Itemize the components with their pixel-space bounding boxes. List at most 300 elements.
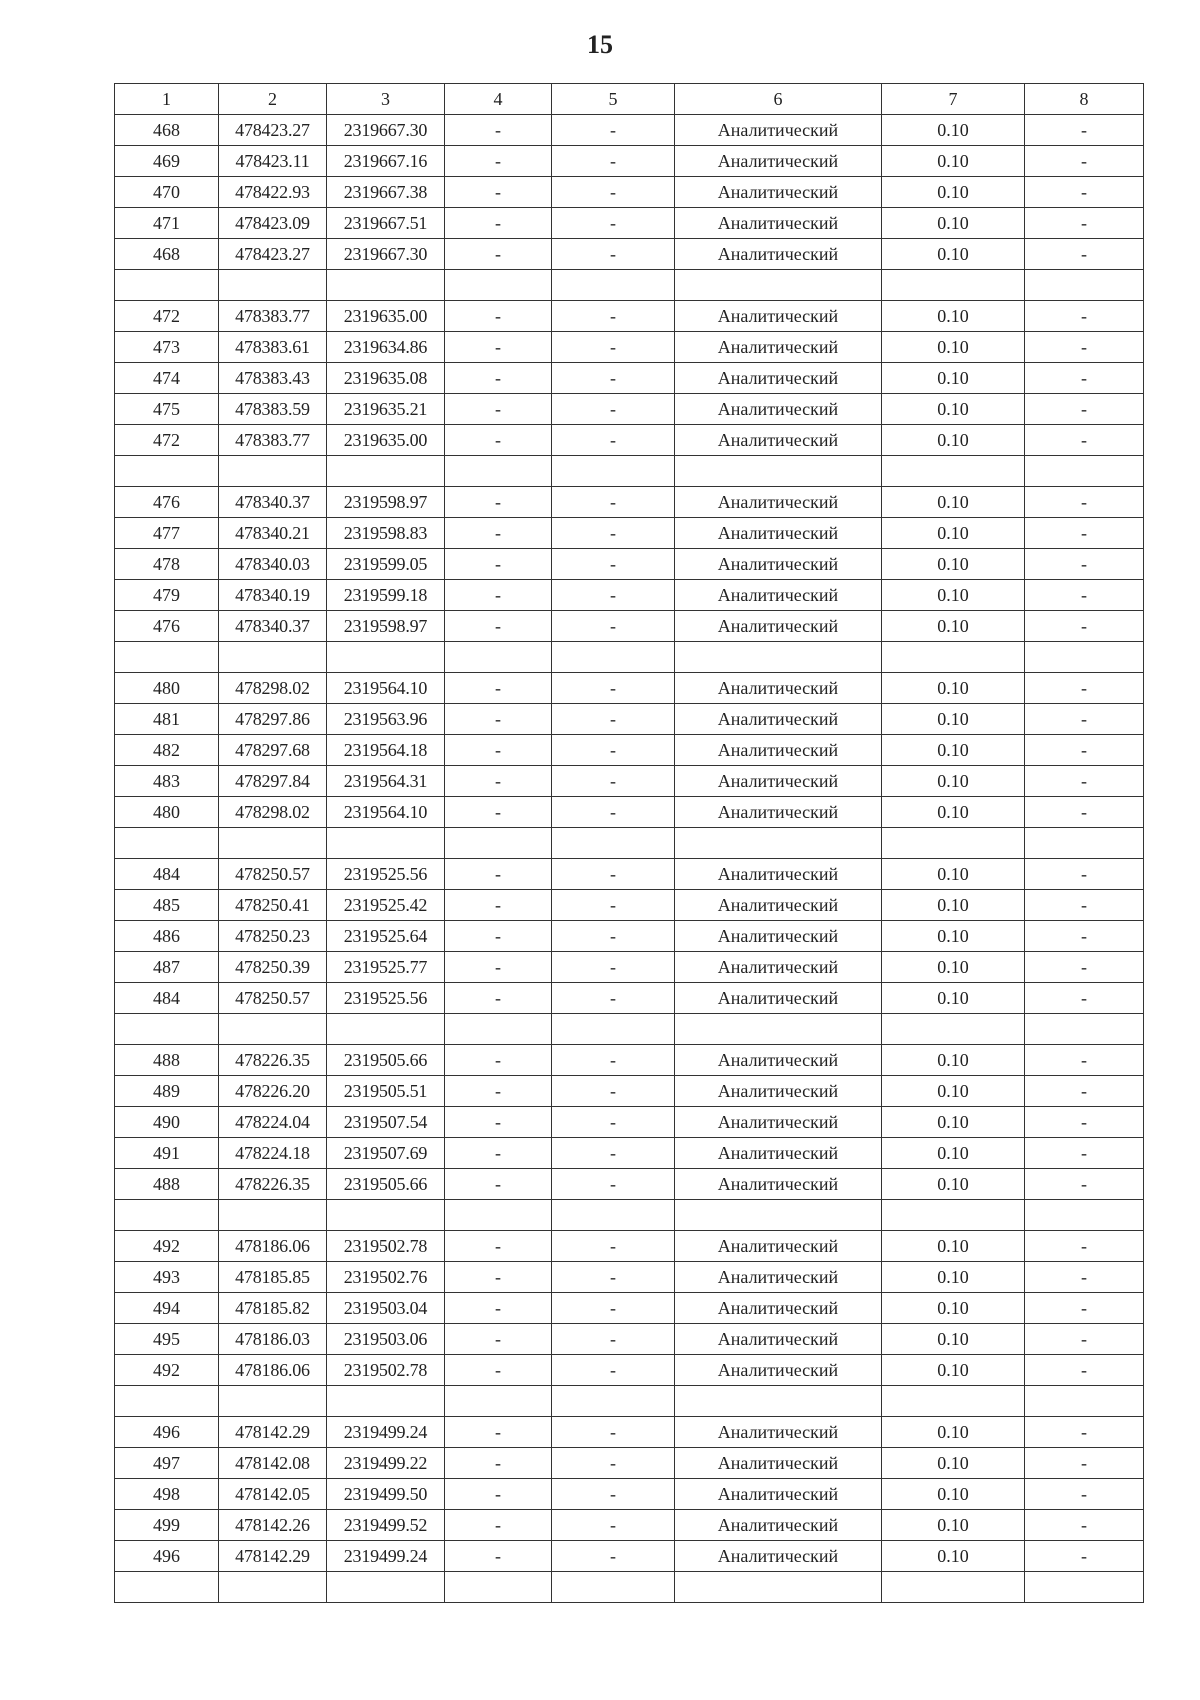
- table-cell: -: [552, 1045, 675, 1076]
- table-cell: Аналитический: [675, 394, 882, 425]
- table-cell: Аналитический: [675, 146, 882, 177]
- table-cell: [882, 456, 1025, 487]
- table-cell: Аналитический: [675, 704, 882, 735]
- table-cell: -: [445, 332, 552, 363]
- table-cell: -: [1025, 611, 1144, 642]
- table-cell: [115, 1386, 219, 1417]
- table-cell: 488: [115, 1169, 219, 1200]
- table-cell: 478250.39: [219, 952, 327, 983]
- table-cell: -: [1025, 704, 1144, 735]
- table-cell: 2319564.10: [327, 797, 445, 828]
- table-cell: 478224.04: [219, 1107, 327, 1138]
- table-cell: -: [552, 1324, 675, 1355]
- table-cell: Аналитический: [675, 952, 882, 983]
- table-cell: [445, 1200, 552, 1231]
- table-cell: 468: [115, 239, 219, 270]
- table-cell: [445, 1386, 552, 1417]
- table-cell: [675, 1386, 882, 1417]
- table-cell: -: [1025, 1045, 1144, 1076]
- table-cell: 484: [115, 859, 219, 890]
- table-cell: 478423.27: [219, 239, 327, 270]
- table-cell: [882, 642, 1025, 673]
- table-cell: -: [552, 425, 675, 456]
- table-cell: 478422.93: [219, 177, 327, 208]
- table-cell: 2319598.97: [327, 487, 445, 518]
- table-cell: [445, 1572, 552, 1603]
- table-cell: [882, 270, 1025, 301]
- table-cell: 480: [115, 673, 219, 704]
- table-cell: 2319502.78: [327, 1355, 445, 1386]
- table-cell: -: [445, 1231, 552, 1262]
- table-cell: [675, 270, 882, 301]
- table-cell: 0.10: [882, 1448, 1025, 1479]
- table-cell: Аналитический: [675, 1231, 882, 1262]
- table-cell: Аналитический: [675, 208, 882, 239]
- table-cell: Аналитический: [675, 1262, 882, 1293]
- table-cell: 499: [115, 1510, 219, 1541]
- table-cell: Аналитический: [675, 890, 882, 921]
- table-cell: [327, 456, 445, 487]
- column-header: 6: [675, 84, 882, 115]
- table-cell: [219, 456, 327, 487]
- table-cell: -: [445, 766, 552, 797]
- table-cell: [675, 642, 882, 673]
- table-row: [115, 239, 1144, 270]
- table-cell: 2319525.42: [327, 890, 445, 921]
- table-cell: -: [1025, 1324, 1144, 1355]
- table-cell: 2319503.06: [327, 1324, 445, 1355]
- table-cell: -: [445, 115, 552, 146]
- table-cell: 0.10: [882, 363, 1025, 394]
- table-cell: 488: [115, 1045, 219, 1076]
- table-cell: 478383.59: [219, 394, 327, 425]
- table-cell: 478250.23: [219, 921, 327, 952]
- table-cell: -: [552, 363, 675, 394]
- table-cell: 478142.08: [219, 1448, 327, 1479]
- table-row: [115, 363, 1144, 394]
- table-cell: [327, 1014, 445, 1045]
- table-cell: -: [552, 1107, 675, 1138]
- table-cell: [327, 1572, 445, 1603]
- spacer-row: [115, 828, 1144, 859]
- table-row: [115, 208, 1144, 239]
- table-cell: 471: [115, 208, 219, 239]
- table-cell: -: [445, 1417, 552, 1448]
- table-cell: 0.10: [882, 115, 1025, 146]
- table-cell: -: [552, 332, 675, 363]
- table-cell: -: [1025, 146, 1144, 177]
- table-cell: [115, 270, 219, 301]
- table-cell: 478142.29: [219, 1541, 327, 1572]
- table-cell: -: [445, 797, 552, 828]
- header-row: [115, 84, 1144, 115]
- table-cell: Аналитический: [675, 1107, 882, 1138]
- table-cell: 478185.85: [219, 1262, 327, 1293]
- table-cell: -: [445, 208, 552, 239]
- table-cell: 487: [115, 952, 219, 983]
- table-cell: Аналитический: [675, 797, 882, 828]
- column-header: 5: [552, 84, 675, 115]
- table-cell: 478340.37: [219, 487, 327, 518]
- table-cell: 478224.18: [219, 1138, 327, 1169]
- table-cell: 2319635.08: [327, 363, 445, 394]
- table-cell: -: [552, 1448, 675, 1479]
- table-cell: Аналитический: [675, 673, 882, 704]
- table-cell: [327, 1200, 445, 1231]
- table-cell: -: [445, 921, 552, 952]
- table-cell: [219, 642, 327, 673]
- table-cell: -: [1025, 332, 1144, 363]
- table-cell: 478340.37: [219, 611, 327, 642]
- table-cell: -: [445, 704, 552, 735]
- table-cell: 0.10: [882, 1541, 1025, 1572]
- table-cell: 2319525.56: [327, 983, 445, 1014]
- spacer-row: [115, 1572, 1144, 1603]
- table-cell: -: [445, 1169, 552, 1200]
- table-cell: -: [445, 425, 552, 456]
- table-cell: 496: [115, 1417, 219, 1448]
- table-cell: 2319667.30: [327, 239, 445, 270]
- table-row: [115, 1479, 1144, 1510]
- table-cell: 2319599.05: [327, 549, 445, 580]
- column-header: 4: [445, 84, 552, 115]
- table-cell: -: [1025, 1541, 1144, 1572]
- table-cell: [327, 828, 445, 859]
- table-cell: -: [445, 394, 552, 425]
- table-cell: [115, 456, 219, 487]
- table-cell: [552, 642, 675, 673]
- table-row: [115, 518, 1144, 549]
- table-cell: Аналитический: [675, 1355, 882, 1386]
- table-cell: 2319499.22: [327, 1448, 445, 1479]
- table-row: [115, 1169, 1144, 1200]
- table-cell: Аналитический: [675, 239, 882, 270]
- table-cell: Аналитический: [675, 735, 882, 766]
- table-cell: -: [552, 859, 675, 890]
- table-cell: [115, 1014, 219, 1045]
- table-cell: -: [1025, 859, 1144, 890]
- table-cell: Аналитический: [675, 1479, 882, 1510]
- table-cell: -: [1025, 549, 1144, 580]
- table-cell: [115, 642, 219, 673]
- table-cell: [675, 828, 882, 859]
- table-cell: -: [552, 1510, 675, 1541]
- table-cell: -: [1025, 1138, 1144, 1169]
- table-cell: [219, 1572, 327, 1603]
- table-cell: Аналитический: [675, 332, 882, 363]
- table-cell: 476: [115, 611, 219, 642]
- table-cell: 0.10: [882, 1293, 1025, 1324]
- table-cell: 482: [115, 735, 219, 766]
- spacer-row: [115, 270, 1144, 301]
- table-row: [115, 394, 1144, 425]
- table-cell: -: [1025, 1510, 1144, 1541]
- table-cell: -: [1025, 580, 1144, 611]
- table-cell: 478383.43: [219, 363, 327, 394]
- table-cell: 0.10: [882, 1510, 1025, 1541]
- table-cell: -: [552, 890, 675, 921]
- table-row: [115, 859, 1144, 890]
- table-cell: -: [552, 239, 675, 270]
- table-row: [115, 1262, 1144, 1293]
- table-cell: 478: [115, 549, 219, 580]
- table-cell: [1025, 642, 1144, 673]
- table-row: [115, 580, 1144, 611]
- table-cell: -: [552, 921, 675, 952]
- table-cell: -: [1025, 735, 1144, 766]
- table-cell: 2319564.31: [327, 766, 445, 797]
- table-cell: 2319499.24: [327, 1417, 445, 1448]
- table-cell: 0.10: [882, 487, 1025, 518]
- table-cell: [115, 1572, 219, 1603]
- table-cell: 481: [115, 704, 219, 735]
- table-cell: -: [1025, 239, 1144, 270]
- table-cell: 478298.02: [219, 673, 327, 704]
- coordinates-table: [114, 83, 1144, 1603]
- table-cell: -: [445, 1479, 552, 1510]
- table-cell: 0.10: [882, 921, 1025, 952]
- table-cell: -: [552, 673, 675, 704]
- table-cell: 474: [115, 363, 219, 394]
- table-cell: -: [445, 1138, 552, 1169]
- table-cell: Аналитический: [675, 1510, 882, 1541]
- table-cell: 475: [115, 394, 219, 425]
- table-cell: 494: [115, 1293, 219, 1324]
- table-row: [115, 177, 1144, 208]
- table-cell: -: [445, 146, 552, 177]
- table-cell: [552, 1200, 675, 1231]
- table-cell: [219, 1386, 327, 1417]
- table-cell: -: [552, 766, 675, 797]
- table-cell: 0.10: [882, 797, 1025, 828]
- table-cell: -: [552, 1541, 675, 1572]
- table-cell: 478423.11: [219, 146, 327, 177]
- table-cell: 0.10: [882, 518, 1025, 549]
- table-cell: 478297.68: [219, 735, 327, 766]
- table-cell: [1025, 828, 1144, 859]
- table-cell: Аналитический: [675, 1541, 882, 1572]
- table-cell: 490: [115, 1107, 219, 1138]
- table-cell: 478298.02: [219, 797, 327, 828]
- table-cell: -: [445, 673, 552, 704]
- table-cell: -: [1025, 673, 1144, 704]
- table-cell: 0.10: [882, 177, 1025, 208]
- table-cell: -: [552, 952, 675, 983]
- table-cell: -: [445, 1045, 552, 1076]
- table-cell: 0.10: [882, 1169, 1025, 1200]
- table-cell: -: [1025, 1169, 1144, 1200]
- table-cell: -: [1025, 1448, 1144, 1479]
- table-cell: -: [445, 1262, 552, 1293]
- table-cell: 497: [115, 1448, 219, 1479]
- table-cell: Аналитический: [675, 549, 882, 580]
- table-cell: -: [445, 1541, 552, 1572]
- table-cell: [327, 642, 445, 673]
- table-cell: -: [552, 983, 675, 1014]
- table-cell: 478142.29: [219, 1417, 327, 1448]
- table-cell: 492: [115, 1355, 219, 1386]
- table-cell: -: [445, 1076, 552, 1107]
- table-cell: 2319635.00: [327, 425, 445, 456]
- table-cell: [552, 1572, 675, 1603]
- table-cell: 476: [115, 487, 219, 518]
- table-cell: [445, 456, 552, 487]
- table-cell: -: [1025, 301, 1144, 332]
- table-cell: 480: [115, 797, 219, 828]
- table-cell: 2319598.97: [327, 611, 445, 642]
- table-cell: -: [1025, 425, 1144, 456]
- table-cell: [327, 270, 445, 301]
- table-cell: 478142.05: [219, 1479, 327, 1510]
- table-cell: 0.10: [882, 1107, 1025, 1138]
- table-cell: 472: [115, 425, 219, 456]
- table-cell: 2319505.51: [327, 1076, 445, 1107]
- table-cell: -: [552, 1355, 675, 1386]
- table-cell: 2319598.83: [327, 518, 445, 549]
- table-row: [115, 1107, 1144, 1138]
- table-row: [115, 549, 1144, 580]
- table-cell: -: [552, 1138, 675, 1169]
- table-cell: 0.10: [882, 890, 1025, 921]
- table-cell: [219, 828, 327, 859]
- table-cell: 472: [115, 301, 219, 332]
- table-cell: Аналитический: [675, 177, 882, 208]
- table-cell: -: [552, 549, 675, 580]
- table-row: [115, 983, 1144, 1014]
- table-cell: -: [445, 735, 552, 766]
- table-cell: -: [552, 797, 675, 828]
- table-cell: 0.10: [882, 611, 1025, 642]
- table-cell: 2319502.76: [327, 1262, 445, 1293]
- table-row: [115, 1355, 1144, 1386]
- table-cell: -: [1025, 952, 1144, 983]
- table-cell: [445, 828, 552, 859]
- table-cell: -: [445, 301, 552, 332]
- table-cell: [882, 828, 1025, 859]
- table-cell: [445, 642, 552, 673]
- table-cell: -: [552, 301, 675, 332]
- table-cell: [552, 270, 675, 301]
- table-cell: [1025, 456, 1144, 487]
- table-cell: -: [1025, 394, 1144, 425]
- table-cell: 0.10: [882, 735, 1025, 766]
- table-cell: -: [552, 580, 675, 611]
- table-cell: Аналитический: [675, 921, 882, 952]
- table-cell: [327, 1386, 445, 1417]
- table-cell: 485: [115, 890, 219, 921]
- table-cell: [1025, 1572, 1144, 1603]
- table-cell: Аналитический: [675, 363, 882, 394]
- column-header: 3: [327, 84, 445, 115]
- table-row: [115, 1541, 1144, 1572]
- table-cell: 478186.06: [219, 1355, 327, 1386]
- table-cell: -: [445, 518, 552, 549]
- table-cell: 0.10: [882, 859, 1025, 890]
- table-cell: -: [445, 1355, 552, 1386]
- table-cell: [882, 1386, 1025, 1417]
- table-cell: [552, 1386, 675, 1417]
- table-cell: 498: [115, 1479, 219, 1510]
- table-cell: 478423.09: [219, 208, 327, 239]
- table-cell: 0.10: [882, 301, 1025, 332]
- table-cell: -: [445, 890, 552, 921]
- table-cell: 2319635.21: [327, 394, 445, 425]
- table-cell: 2319505.66: [327, 1169, 445, 1200]
- table-cell: 2319503.04: [327, 1293, 445, 1324]
- table-row: [115, 1510, 1144, 1541]
- table-cell: -: [1025, 363, 1144, 394]
- table-cell: 2319599.18: [327, 580, 445, 611]
- table-cell: 478383.77: [219, 301, 327, 332]
- table-cell: 0.10: [882, 983, 1025, 1014]
- table-cell: 2319667.38: [327, 177, 445, 208]
- table-cell: -: [445, 859, 552, 890]
- table-cell: 478297.86: [219, 704, 327, 735]
- table-cell: 2319507.69: [327, 1138, 445, 1169]
- table-cell: -: [1025, 208, 1144, 239]
- table-cell: Аналитический: [675, 301, 882, 332]
- table-cell: 478226.20: [219, 1076, 327, 1107]
- table-cell: -: [445, 1510, 552, 1541]
- table-cell: 478340.03: [219, 549, 327, 580]
- table-cell: 491: [115, 1138, 219, 1169]
- table-cell: -: [1025, 1107, 1144, 1138]
- table-cell: [115, 828, 219, 859]
- spacer-row: [115, 1386, 1144, 1417]
- table-cell: 0.10: [882, 1417, 1025, 1448]
- table-cell: -: [445, 1448, 552, 1479]
- table-cell: [219, 1014, 327, 1045]
- table-row: [115, 332, 1144, 363]
- table-cell: 484: [115, 983, 219, 1014]
- table-cell: [552, 1014, 675, 1045]
- table-row: [115, 301, 1144, 332]
- table-cell: -: [1025, 797, 1144, 828]
- table-cell: [219, 270, 327, 301]
- page-number: 15: [587, 30, 613, 59]
- table-cell: Аналитический: [675, 1045, 882, 1076]
- table-cell: 0.10: [882, 704, 1025, 735]
- spacer-row: [115, 642, 1144, 673]
- table-cell: 2319667.30: [327, 115, 445, 146]
- table-row: [115, 673, 1144, 704]
- table-row: [115, 1324, 1144, 1355]
- table-row: [115, 1417, 1144, 1448]
- table-cell: 0.10: [882, 673, 1025, 704]
- table-row: [115, 425, 1144, 456]
- table-cell: [115, 1200, 219, 1231]
- table-cell: 496: [115, 1541, 219, 1572]
- table-cell: -: [1025, 487, 1144, 518]
- table-cell: 493: [115, 1262, 219, 1293]
- table-cell: [552, 828, 675, 859]
- table-cell: Аналитический: [675, 1324, 882, 1355]
- column-header: 7: [882, 84, 1025, 115]
- table-cell: -: [445, 983, 552, 1014]
- table-cell: 2319499.24: [327, 1541, 445, 1572]
- table-cell: [445, 1014, 552, 1045]
- table-cell: -: [1025, 115, 1144, 146]
- table-cell: 0.10: [882, 766, 1025, 797]
- table-cell: 0.10: [882, 1479, 1025, 1510]
- table-row: [115, 1231, 1144, 1262]
- table-row: [115, 611, 1144, 642]
- table-cell: -: [552, 704, 675, 735]
- table-cell: [882, 1200, 1025, 1231]
- spacer-row: [115, 1014, 1144, 1045]
- table-cell: 0.10: [882, 580, 1025, 611]
- table-cell: -: [1025, 983, 1144, 1014]
